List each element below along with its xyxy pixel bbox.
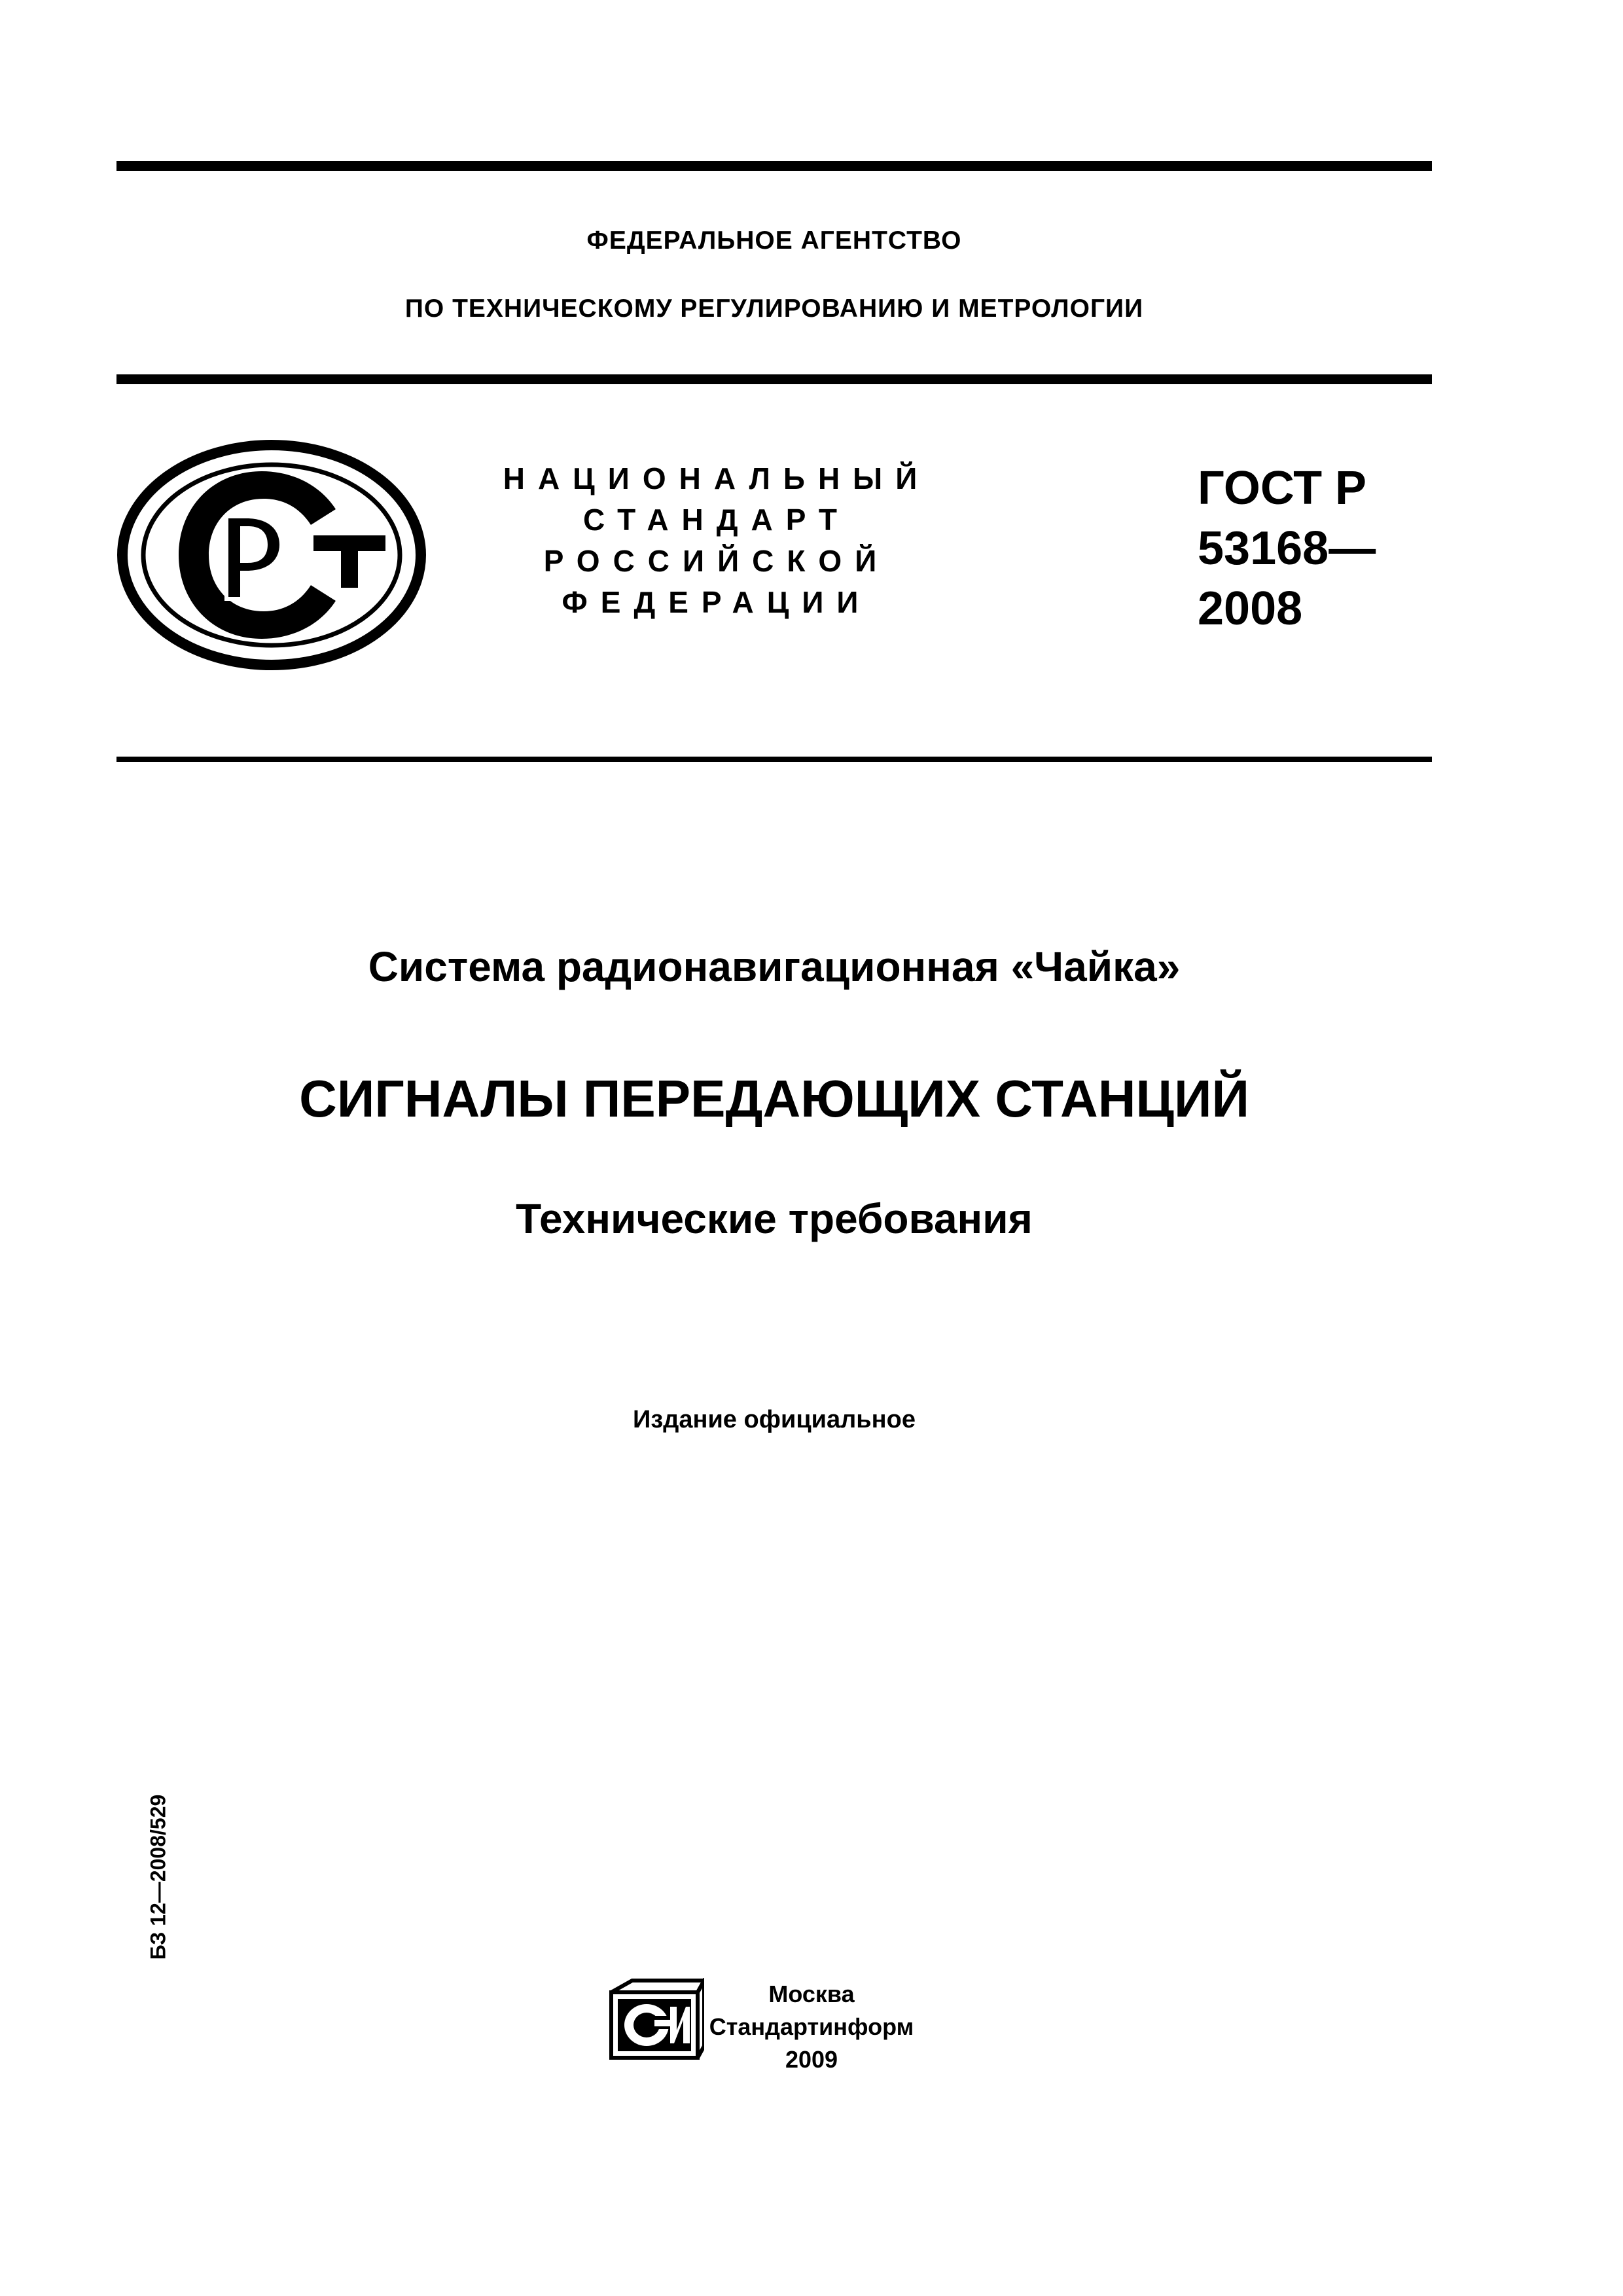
standartinform-logo-icon xyxy=(606,1978,704,2063)
standard-designation xyxy=(1198,458,1376,639)
publisher-info xyxy=(707,1978,916,2076)
designation-line-3: 2008 xyxy=(1198,583,1303,635)
publisher-year: 2009 xyxy=(785,2046,838,2073)
document-subtitle: Технические требования xyxy=(516,1195,1033,1242)
agency-name-line1: ФЕДЕРАЛЬНОЕ АГЕНТСТВО xyxy=(586,226,962,255)
national-line-1: НАЦИОНАЛЬНЫЙ xyxy=(503,461,931,495)
middle-rule xyxy=(116,374,1432,384)
national-standard-label xyxy=(497,458,936,623)
designation-line-1: ГОСТ Р xyxy=(1198,462,1367,514)
edition-label: Издание официальное xyxy=(633,1406,916,1433)
national-line-2: СТАНДАРТ xyxy=(583,503,850,537)
system-title: Система радионавигационная «Чайка» xyxy=(368,943,1181,990)
top-rule xyxy=(116,161,1432,171)
publisher-name: Стандартинформ xyxy=(709,2013,914,2040)
side-code: БЗ 12—2008/529 xyxy=(146,1794,170,1960)
publisher-city: Москва xyxy=(768,1981,855,2007)
bottom-rule xyxy=(116,757,1432,762)
designation-line-2: 53168— xyxy=(1198,522,1376,575)
agency-name-line2: ПО ТЕХНИЧЕСКОМУ РЕГУЛИРОВАНИЮ И МЕТРОЛОГИИ xyxy=(404,295,1144,323)
national-line-4: ФЕДЕРАЦИИ xyxy=(562,585,872,619)
gost-r-conformity-mark-icon xyxy=(115,437,429,673)
national-line-3: РОССИЙСКОЙ xyxy=(543,544,890,578)
document-title: СИГНАЛЫ ПЕРЕДАЮЩИХ СТАНЦИЙ xyxy=(299,1069,1249,1128)
